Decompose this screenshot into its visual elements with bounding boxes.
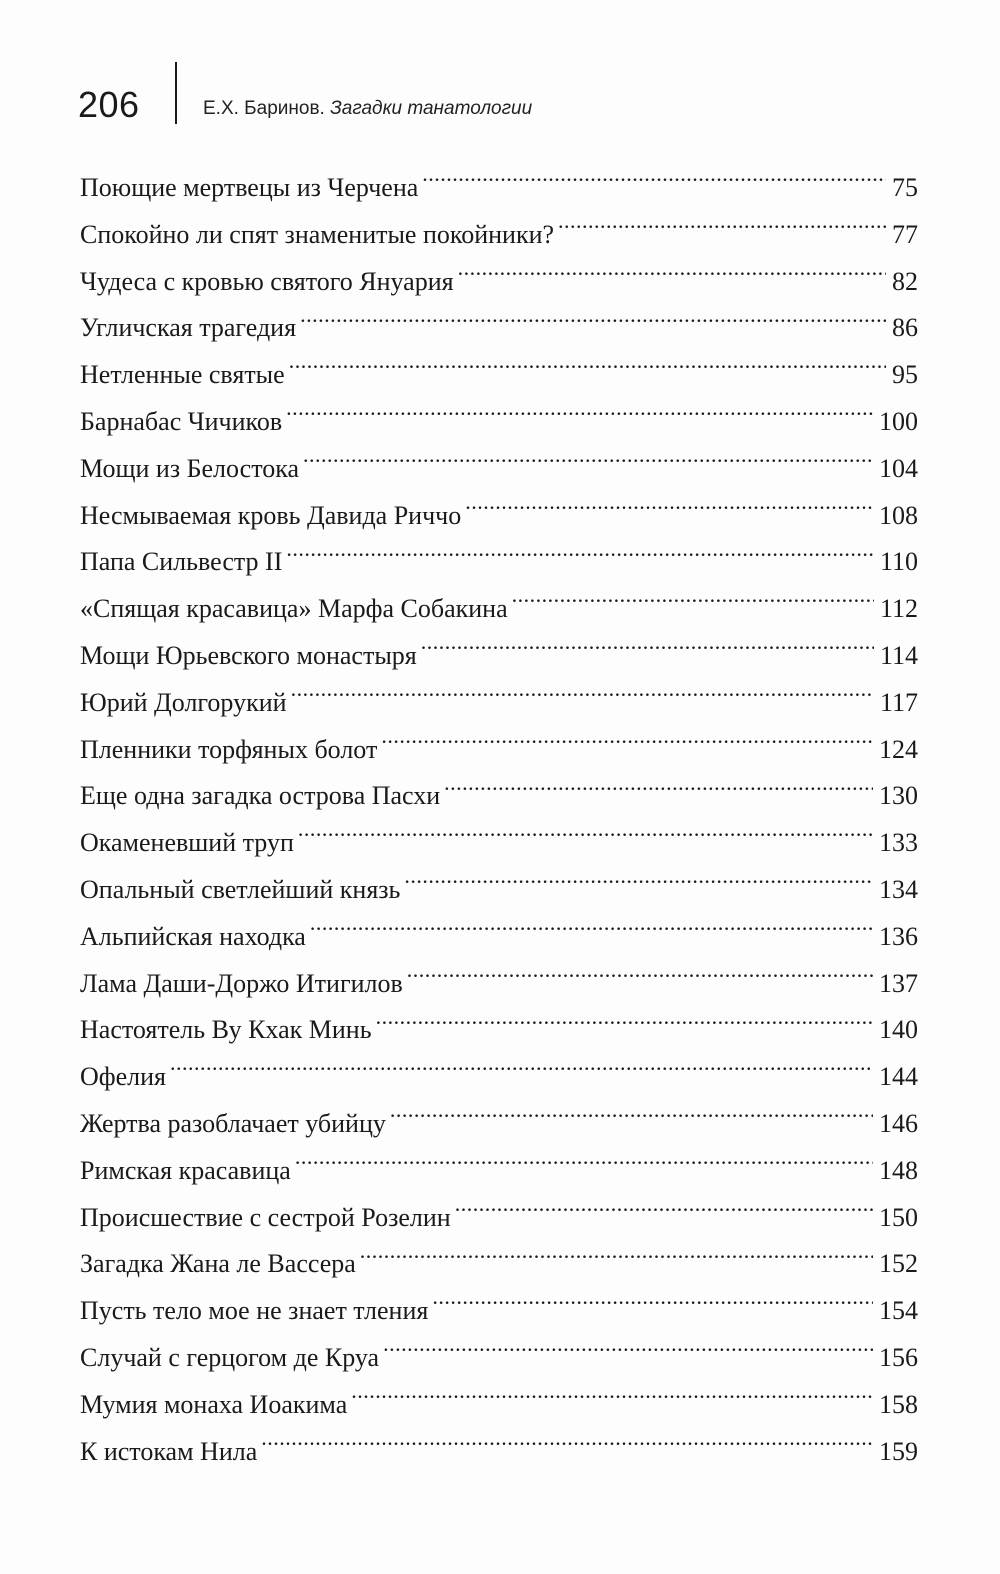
toc-entry xyxy=(80,1241,918,1288)
toc-entry xyxy=(80,1148,918,1195)
dot-leader xyxy=(291,685,874,711)
toc-entry-title: Спокойно ли спят знаменитые покойники? xyxy=(80,219,555,249)
toc-entry-page-number: 146 xyxy=(879,1108,918,1138)
toc-entry-page-number: 95 xyxy=(892,360,918,390)
dot-leader xyxy=(303,451,873,477)
dot-leader xyxy=(300,310,886,336)
dot-leader xyxy=(422,170,886,196)
toc-entry-title: Случай с герцогом де Круа xyxy=(80,1342,380,1372)
running-head-author: Е.Х. Баринов. xyxy=(203,98,331,119)
toc-entry-title: Мумия монаха Иоакима xyxy=(80,1389,348,1419)
table-of-contents xyxy=(80,165,918,1475)
toc-entry xyxy=(80,680,918,727)
toc-entry-page-number: 134 xyxy=(879,874,918,904)
dot-leader xyxy=(404,872,873,898)
header-divider xyxy=(175,62,177,124)
toc-entry xyxy=(80,820,918,867)
toc-entry-page-number: 144 xyxy=(879,1062,918,1092)
toc-entry xyxy=(80,399,918,446)
toc-entry xyxy=(80,633,918,680)
toc-entry-title: Нетленные святые xyxy=(80,360,285,390)
toc-entry-title: Пленники торфяных болот xyxy=(80,734,378,764)
dot-leader xyxy=(390,1106,873,1132)
toc-entry-page-number: 112 xyxy=(879,594,918,624)
toc-entry-page-number: 82 xyxy=(892,266,918,296)
toc-entry xyxy=(80,259,918,306)
toc-entry-title: Угличская трагедия xyxy=(80,313,297,343)
toc-entry-title: Альпийская находка xyxy=(80,921,306,951)
toc-entry xyxy=(80,1288,918,1335)
page-header xyxy=(78,62,938,126)
toc-entry-page-number: 130 xyxy=(879,781,918,811)
toc-entry-title: Мощи Юрьевского монастыря xyxy=(80,640,417,670)
toc-entry xyxy=(80,305,918,352)
toc-entry-title: Барнабас Чичиков xyxy=(80,406,283,436)
toc-entry-title: Несмываемая кровь Давида Риччо xyxy=(80,500,462,530)
toc-entry-page-number: 156 xyxy=(879,1342,918,1372)
toc-entry-title: Чудеса с кровью святого Януария xyxy=(80,266,454,296)
toc-entry-title: Загадка Жана ле Вассера xyxy=(80,1249,356,1279)
dot-leader xyxy=(558,217,886,243)
toc-entry-page-number: 133 xyxy=(879,828,918,858)
toc-entry xyxy=(80,1195,918,1242)
toc-entry-title: Папа Сильвестр II xyxy=(80,547,283,577)
dot-leader xyxy=(465,498,873,524)
toc-entry-page-number: 75 xyxy=(892,173,918,202)
toc-entry-page-number: 140 xyxy=(879,1015,918,1045)
toc-entry xyxy=(80,586,918,633)
toc-entry-page-number: 100 xyxy=(879,406,918,436)
toc-entry-page-number: 77 xyxy=(892,219,918,249)
dot-leader xyxy=(407,966,873,992)
toc-entry-page-number: 148 xyxy=(879,1155,918,1185)
dot-leader xyxy=(310,919,873,945)
toc-entry-page-number: 110 xyxy=(879,547,918,577)
toc-entry xyxy=(80,212,918,259)
dot-leader xyxy=(298,825,873,851)
toc-entry-page-number: 137 xyxy=(879,968,918,998)
toc-entry-title: Офелия xyxy=(80,1062,167,1092)
toc-entry-page-number: 158 xyxy=(879,1389,918,1419)
toc-entry-title: Окаменевший труп xyxy=(80,828,294,858)
dot-leader xyxy=(360,1246,873,1272)
toc-entry-page-number: 150 xyxy=(879,1202,918,1232)
dot-leader xyxy=(421,638,874,664)
toc-entry xyxy=(80,1335,918,1382)
toc-entry xyxy=(80,867,918,914)
toc-entry xyxy=(80,961,918,1008)
dot-leader xyxy=(458,264,886,290)
dot-leader xyxy=(261,1434,873,1460)
toc-entry xyxy=(80,165,918,212)
toc-entry-page-number: 108 xyxy=(879,500,918,530)
toc-entry-page-number: 104 xyxy=(879,453,918,483)
toc-entry xyxy=(80,1101,918,1148)
dot-leader xyxy=(432,1293,873,1319)
toc-entry xyxy=(80,352,918,399)
page-number: 206 xyxy=(78,84,140,125)
dot-leader xyxy=(289,357,886,383)
dot-leader xyxy=(351,1387,873,1413)
toc-entry-title: Юрий Долгорукий xyxy=(80,687,287,717)
toc-entry-title: Происшествие с сестрой Розелин xyxy=(80,1202,451,1232)
toc-entry-title: Римская красавица xyxy=(80,1155,291,1185)
dot-leader xyxy=(383,1340,873,1366)
running-head-book-title: Загадки танатологии xyxy=(330,98,533,119)
toc-entry xyxy=(80,1429,918,1476)
toc-entry xyxy=(80,1382,918,1429)
toc-entry xyxy=(80,539,918,586)
toc-entry-page-number: 86 xyxy=(892,313,918,343)
toc-entry-title: Настоятель Ву Кхак Минь xyxy=(80,1015,372,1045)
toc-entry-title: К истокам Нила xyxy=(80,1436,258,1466)
toc-entry-page-number: 159 xyxy=(879,1436,918,1466)
toc-entry-title: «Спящая красавица» Марфа Собакина xyxy=(80,594,508,624)
toc-entry xyxy=(80,773,918,820)
toc-entry-title: Еще одна загадка острова Пасхи xyxy=(80,781,441,811)
toc-entry xyxy=(80,446,918,493)
dot-leader xyxy=(512,591,874,617)
toc-entry-title: Пусть тело мое не знает тления xyxy=(80,1296,429,1326)
toc-entry-title: Жертва разоблачает убийцу xyxy=(80,1108,386,1138)
toc-entry-title: Лама Даши-Доржо Итигилов xyxy=(80,968,403,998)
toc-entry xyxy=(80,1007,918,1054)
toc-entry-page-number: 154 xyxy=(879,1296,918,1326)
dot-leader xyxy=(286,544,874,570)
toc-entry-page-number: 136 xyxy=(879,921,918,951)
toc-entry-page-number: 124 xyxy=(879,734,918,764)
dot-leader xyxy=(286,404,873,430)
toc-entry-title: Мощи из Белостока xyxy=(80,453,300,483)
dot-leader xyxy=(444,778,873,804)
toc-entry xyxy=(80,493,918,540)
dot-leader xyxy=(455,1200,873,1226)
dot-leader xyxy=(376,1012,873,1038)
toc-entry xyxy=(80,1054,918,1101)
toc-entry-title: Поющие мертвецы из Черчена xyxy=(80,173,419,202)
toc-entry-page-number: 152 xyxy=(879,1249,918,1279)
toc-entry-page-number: 117 xyxy=(879,687,918,717)
toc-entry xyxy=(80,727,918,774)
dot-leader xyxy=(295,1153,873,1179)
dot-leader xyxy=(170,1059,873,1085)
running-head xyxy=(203,98,532,120)
toc-entry-title: Опальный светлейший князь xyxy=(80,874,401,904)
dot-leader xyxy=(381,732,873,758)
toc-entry-page-number: 114 xyxy=(879,640,918,670)
toc-entry xyxy=(80,914,918,961)
